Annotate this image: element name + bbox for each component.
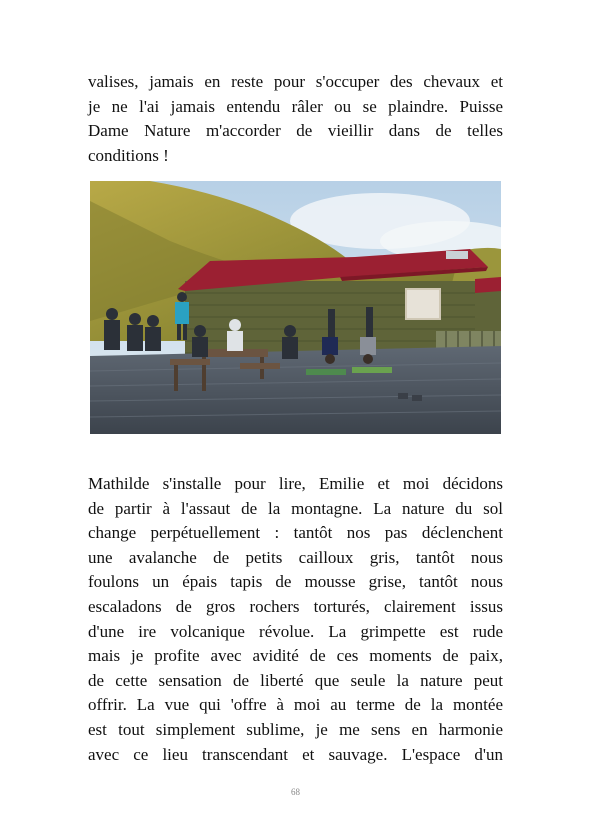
text-line: avec ce lieu transcendant et sauvage. L'espace d'un — [88, 744, 503, 764]
text-line: d'une ire volcanique révolue. La grimpette est rude — [88, 621, 503, 641]
text-line: une avalanche de petits cailloux gris, tantôt nous — [88, 547, 503, 567]
text-line: valises, jamais en reste pour s'occuper des chevaux et — [88, 72, 503, 91]
text-line: de cette sensation de liberté que seule la nature peut — [88, 670, 503, 690]
text-line: offrir. La vue qui 'offre à moi au terme de la montée — [88, 695, 503, 715]
paragraph-main — [88, 472, 503, 767]
text-line: foulons un épais tapis de mousse grise, tantôt nous — [88, 572, 503, 592]
photo-illustration — [90, 181, 501, 434]
text-line: Dame Nature m'accorder de vieillir dans de telles — [88, 121, 503, 141]
text-line: de partir à l'assaut de la montagne. La nature du sol — [88, 498, 503, 518]
photo-chalet — [90, 181, 501, 434]
text-line: je ne l'ai jamais entendu râler ou se plaindre. Puisse — [88, 96, 503, 116]
text-line: conditions ! — [88, 145, 169, 165]
page-number: 68 — [291, 787, 300, 797]
text-line: change perpétuellement : tantôt nos pas déclenchent — [88, 523, 503, 543]
text-line: escaladons de gros rochers torturés, clairement issus — [88, 596, 503, 616]
text-line: est tout simplement sublime, je me sens en harmonie — [88, 719, 503, 739]
text-line: Mathilde s'installe pour lire, Emilie et moi décidons — [88, 474, 503, 493]
paragraph-intro — [88, 70, 503, 168]
text-line: mais je profite avec avidité de ces moments de paix, — [88, 646, 503, 666]
